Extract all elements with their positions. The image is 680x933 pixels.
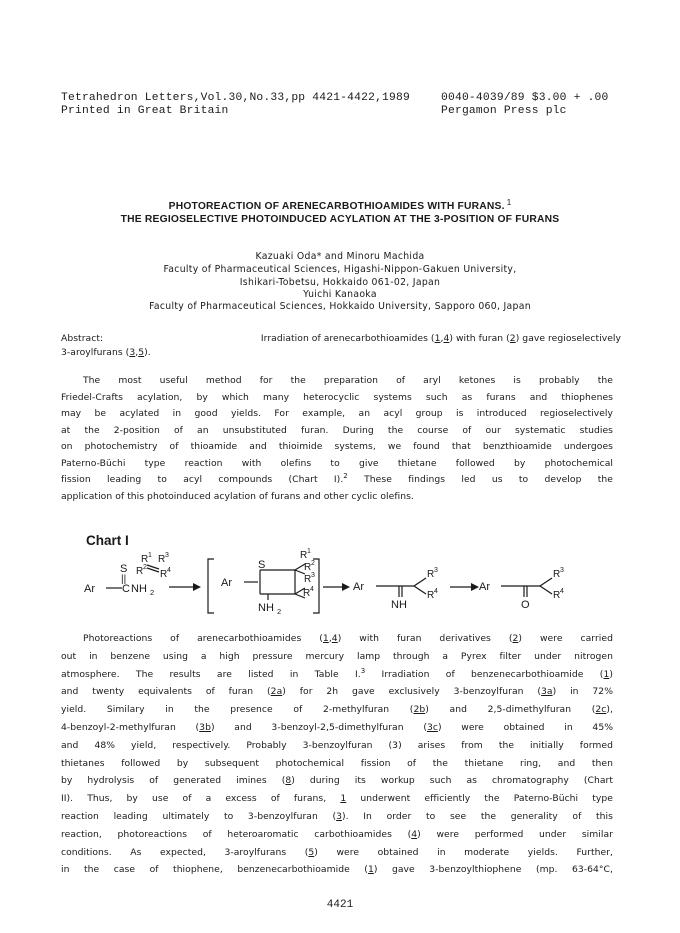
chart-nh2-thietane-sub: 2 bbox=[277, 607, 282, 616]
chart-r4-olefin-sup: 4 bbox=[167, 567, 171, 574]
chart-r3-imine: R bbox=[427, 569, 435, 580]
chart-c: C bbox=[122, 583, 130, 595]
chart-ar-reactant: Ar bbox=[84, 583, 95, 595]
printed-in: Printed in Great Britain bbox=[61, 105, 229, 117]
chart-label: Chart I bbox=[86, 533, 129, 548]
chart-nh2-thietane: NH bbox=[258, 602, 274, 614]
page-number: 4421 bbox=[326, 899, 354, 911]
chart-r1-thietane-sup: 1 bbox=[307, 548, 311, 555]
authors-1: Kazuaki Oda* and Minoru Machida bbox=[255, 251, 425, 262]
chart-r3-olefin-sup: 3 bbox=[165, 552, 169, 559]
body-paragraph: Photoreactions of arenecarbothioamides (1,4) with furan derivatives (2) were carried out in benzene using a high pressure mercury lamp through a Pyrex filter under nitrogen atmosphere. The results are listed in Table I.$^3$ Irradiation of benzenecarbothioamide (1) and twenty equivalents of furan (2a) for 2h gave exclusively 3-benzoylfuran (3a) in 72% yield. Similary in the presence of 2-methylfuran (2b) and 2,5-dimethylfuran (2c), 4-benzoyl-2-methylfuran (3b) and 3-benzoyl-2,5-dimethylfuran (3c) were obtained in 45% and 48% yield, respectively. Probably 3-benzoylfuran (3) arises from the initially formed thietanes followed by subsequent photochemical fission of the thietane ring, and then by hydrolysis of generated imines (8) during its workup such as chromatography (Chart II). Thus, by use of a excess of furans, 1 underwent efficiently the Paterno-Büchi type reaction leading ultimately to 3-benzoylfuran (3). In order to see the generality of this reaction, photoreactions of heteroaromatic carbothioamides (4) were performed under similar conditions. As expected, 3-aroylfurans (5) were obtained in moderate yields. Further, in the case of thiophene, benzenecarbothioamide (1) gave 3-benzoylthiophene (mp. 63-64°C, bbox=[61, 633, 613, 876]
chart-r4-ketone: R bbox=[553, 590, 561, 601]
chart-r3-thietane-sup: 3 bbox=[311, 572, 315, 579]
chart-ar-ketone: Ar bbox=[479, 581, 490, 593]
abstract-label: Abstract: bbox=[61, 333, 104, 344]
publisher: Pergamon Press plc bbox=[441, 105, 567, 117]
chart-r4-olefin: R bbox=[160, 569, 168, 580]
address-1: Ishikari-Tobetsu, Hokkaido 061-02, Japan bbox=[239, 277, 441, 288]
affiliation-1: Faculty of Pharmaceutical Sciences, Higashi-Nippon-Gakuen University, bbox=[163, 264, 517, 275]
journal-citation: Tetrahedron Letters,Vol.30,No.33,pp 4421-4422,1989 bbox=[61, 92, 410, 104]
chart-s-thietane: S bbox=[258, 559, 266, 571]
chart-r3-olefin: R bbox=[158, 554, 166, 565]
abstract: Abstract: Irradiation of arenecarbothioamides (1,4) with furan (2) gave regioselectively 3-aroylfurans (3,5). bbox=[61, 333, 621, 358]
chart-nh2-reactant-sub: 2 bbox=[150, 588, 155, 597]
chart-r4-ketone-sup: 4 bbox=[560, 588, 564, 595]
chart-nh-imine: NH bbox=[391, 599, 407, 611]
issn-price: 0040-4039/89 $3.00 + .00 bbox=[441, 92, 609, 104]
chart-r3-thietane: R bbox=[304, 574, 312, 585]
chart-r2-olefin: R bbox=[136, 566, 144, 577]
authors-2: Yuichi Kanaoka bbox=[303, 289, 377, 300]
chart-r3-ketone: R bbox=[553, 569, 561, 580]
chart-r2-thietane: R bbox=[304, 562, 312, 573]
chart-r1-olefin-sup: 1 bbox=[148, 552, 152, 559]
chart-s-reactant: S bbox=[120, 563, 128, 575]
chart-o-ketone: O bbox=[521, 599, 530, 611]
chart-r3-ketone-sup: 3 bbox=[560, 567, 564, 574]
chart-r4-imine: R bbox=[427, 590, 435, 601]
chart-scheme bbox=[0, 545, 680, 620]
chart-r1-thietane: R bbox=[300, 550, 308, 561]
chart-r4-thietane-sup: 4 bbox=[310, 586, 314, 593]
chart-r4-thietane: R bbox=[303, 588, 311, 599]
article-title-line2: THE REGIOSELECTIVE PHOTOINDUCED ACYLATION AT THE 3-POSITION OF FURANS bbox=[120, 214, 560, 225]
chart-double-bond: || bbox=[121, 574, 127, 585]
chart-r1-olefin: R bbox=[141, 554, 149, 565]
intro-paragraph: The most useful method for the preparation of aryl ketones is probably the Friedel-Crafts acylation, by which many heterocyclic systems such as furans and thiophenes may be acylated in good yields. For example, an acyl group is introduced regioselectively at the 2-position of an unsubstituted furan. During the course of our systematic studies on photochemistry of thioamide and thioimide systems, we found that benzthioamide undergoes Paterno-Büchi type reaction with olefins to give thietane followed by photochemical fission leading to acyl compounds (Chart I).$^2$ These findings led us to develop the application of this photoinduced acylation of furans and other cyclic olefins. bbox=[61, 375, 613, 502]
chart-r4-imine-sup: 4 bbox=[434, 588, 438, 595]
title-reference: 1 bbox=[506, 198, 512, 207]
chart-r2-thietane-sup: 2 bbox=[311, 560, 315, 567]
chart-r3-imine-sup: 3 bbox=[434, 567, 438, 574]
chart-ar-imine: Ar bbox=[353, 581, 364, 593]
chart-ar-thietane: Ar bbox=[221, 577, 232, 589]
affiliation-2: Faculty of Pharmaceutical Sciences, Hokkaido University, Sapporo 060, Japan bbox=[149, 301, 531, 312]
chart-nh2-reactant: NH bbox=[131, 583, 147, 595]
article-title-line1: PHOTOREACTION OF ARENECARBOTHIOAMIDES WITH FURANS. $^1$ bbox=[168, 198, 512, 212]
chart-r2-olefin-sup: 2 bbox=[143, 564, 147, 571]
